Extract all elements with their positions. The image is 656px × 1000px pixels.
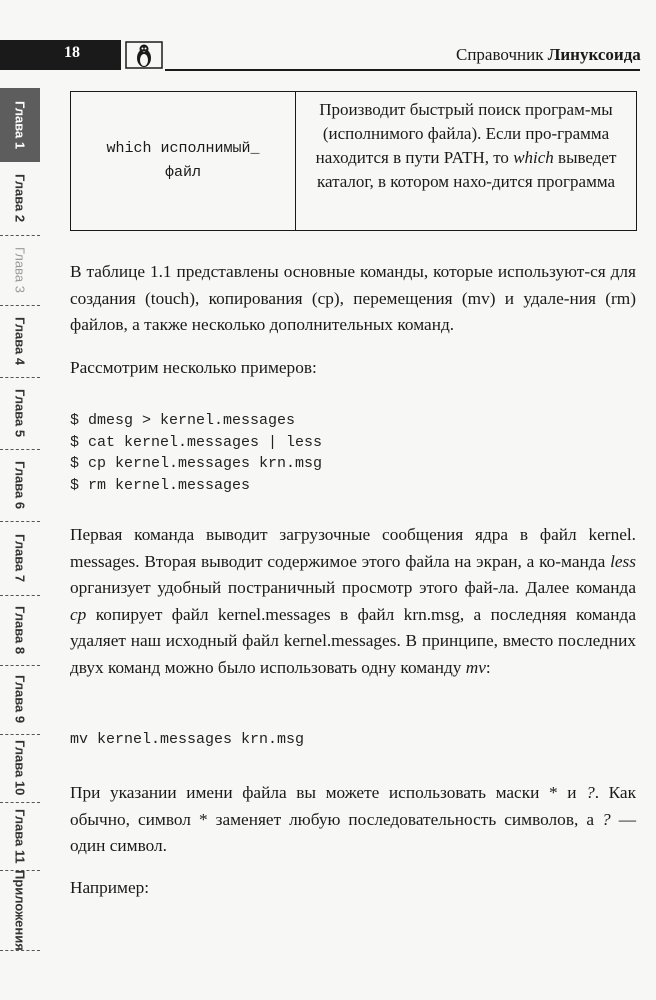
tab-chapter-6: Глава 6	[0, 449, 40, 522]
page-number: 18	[64, 44, 80, 61]
tab-chapter-9: Глава 9	[0, 665, 40, 735]
tab-chapter-4: Глава 4	[0, 305, 40, 378]
tab-chapter-1: Глава 1	[0, 88, 40, 162]
command-table	[70, 91, 637, 231]
tab-chapter-2: Глава 2	[0, 162, 40, 236]
code-example-1: $ dmesg > kernel.messages $ cat kernel.messages | less $ cp kernel.messages krn.msg $ rm kernel.messages	[70, 412, 323, 494]
header-bar	[0, 40, 121, 70]
penguin-icon	[124, 40, 164, 70]
intro-paragraph: В таблице 1.1 представлены основные команды, которые используют-ся для создания (touch), копирования (cp), перемещения (mv) и удале-ния (rm) файлов, а также несколько дополнительных команд.	[70, 262, 636, 334]
header-rule	[165, 69, 640, 71]
explanation-paragraph: Первая команда выводит загрузочные сообщения ядра в файл kernel. messages. Вторая выводит содержимое этого файла на экран, а ко-манда less организует удобный постраничный просмотр этого фай-ла. Далее команда cp копирует файл kernel.messages в файл krn.msg, а последняя команда удаляет наш исходный файл kernel.messages. В принципе, вместо последних двух команд можно было использовать одну команду mv:	[70, 525, 636, 677]
description-cell: Производит быстрый поиск програм-мы (исполнимого файла). Если про-грамма находится в пути PATH, то which выведет каталог, в котором нахо-дится программа	[315, 100, 617, 191]
code-example-2: mv kernel.messages krn.msg	[70, 731, 305, 748]
tab-chapter-11: Глава 11	[0, 802, 40, 871]
tab-chapter-7: Глава 7	[0, 521, 40, 596]
masks-paragraph: При указании имени файла вы можете использовать маски * и ?. Как обычно, символ * заменяет любую последовательность символов, а ? — один символ.	[70, 783, 636, 855]
tab-chapter-3: Глава 3	[0, 235, 40, 306]
tab-chapter-5: Глава 5	[0, 377, 40, 450]
example-label: Например:	[70, 878, 150, 897]
tab-chapter-10: Глава 10	[0, 734, 40, 803]
chapter-tabs	[0, 88, 44, 950]
tab-chapter-8: Глава 8	[0, 595, 40, 666]
tab-appendices: Приложения	[0, 870, 40, 951]
running-header: Справочник Линуксоида	[456, 45, 641, 64]
examples-intro: Рассмотрим несколько примеров:	[70, 358, 317, 377]
command-cell: which исполнимый_ файл	[71, 92, 296, 230]
